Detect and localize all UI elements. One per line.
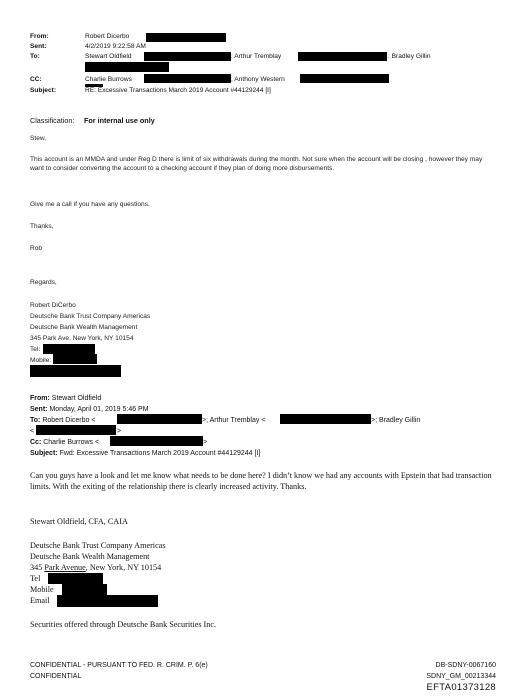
footer-right-line1: DB-SDNY-0067160	[435, 662, 496, 669]
email2-to-lt: <	[30, 428, 35, 435]
email1-to-label: To:	[30, 53, 40, 60]
email2-sig-email: Email	[30, 596, 50, 605]
footer-right-line3: EFTA01373128	[426, 682, 496, 693]
redaction-box	[110, 436, 203, 446]
email1-regards: Regards,	[30, 279, 57, 286]
redaction-box	[43, 344, 95, 354]
email1-name-short: Rob	[30, 245, 43, 252]
email1-sent-value: 4/2/2019 9:22:58 AM	[85, 43, 146, 50]
email2-sig-mobile: Mobile	[30, 585, 54, 594]
email2-sent: Sent: Monday, April 01, 2019 5:46 PM	[30, 406, 149, 413]
email1-to-value-1: Stewart Oldfield	[85, 53, 132, 60]
redaction-box	[48, 573, 103, 584]
email2-cc: Cc: Charlie Burrows <	[30, 439, 100, 446]
email1-sent-label: Sent:	[30, 43, 47, 50]
redaction-box	[57, 595, 158, 607]
footer-left-line1: CONFIDENTIAL - PURSUANT TO FED. R. CRIM. P. 6(e)	[30, 662, 208, 669]
email1-sig-line2: Deutsche Bank Wealth Management	[30, 324, 138, 331]
email1-from-value: Robert Dicerbo	[85, 33, 130, 40]
email2-sig-tel: Tel	[30, 574, 41, 583]
footer-left-line2: CONFIDENTIAL	[30, 673, 82, 680]
email2-sig-name: Stewart Oldfield, CFA, CAIA	[30, 517, 128, 526]
email2-sig-line1: Deutsche Bank Trust Company Americas	[30, 541, 166, 550]
email2-sig-line3: 345 Park Avenue, New York, NY 10154	[30, 563, 162, 572]
classification-value: For internal use only	[84, 116, 155, 125]
email2-from: From: Stewart Oldfield	[30, 395, 102, 402]
redaction-box	[146, 33, 226, 42]
footer-right-line2: SDNY_GM_00213344	[426, 673, 496, 680]
redaction-box	[144, 52, 231, 61]
email1-sig-line1: Deutsche Bank Trust Company Americas	[30, 313, 151, 320]
email2-to-mid: >; Arthur Tremblay <	[202, 417, 266, 424]
redaction-box	[298, 52, 387, 61]
email1-to-value-2: ; Arthur Tremblay	[231, 53, 282, 60]
email1-cc-label: CC:	[30, 76, 42, 83]
email1-sig-line3: 345 Park Ave. New York, NY 10154	[30, 335, 134, 342]
email1-sig-name: Robert DiCerbo	[30, 302, 76, 309]
email2-paragraph: Can you guys have a look and let me know what needs to be done here? I didn’t know we had any accounts with Epstein that had transaction limits. With the exiting of the relationship there is clearly increased activity. Thanks.	[30, 471, 492, 491]
email1-cc-value-1: Charlie Burrows	[85, 76, 132, 83]
email1-thanks: Thanks,	[30, 223, 54, 230]
email1-sig-tel: Tel:	[30, 346, 41, 353]
email1-sig-mobile: Mobile:	[30, 357, 52, 364]
email1-from-label: From:	[30, 33, 49, 40]
redaction-box	[280, 414, 371, 424]
redaction-box	[53, 354, 97, 364]
email2-securities: Securities offered through Deutsche Bank Securities Inc.	[30, 620, 217, 629]
redaction-box	[144, 74, 231, 83]
classification-label: Classification:	[30, 116, 75, 125]
redaction-box	[30, 365, 121, 377]
email2-cc-gt: >	[203, 439, 208, 446]
email1-greeting: Stew,	[30, 135, 47, 142]
redaction-box	[85, 62, 169, 72]
email2-to-end: >; Bradley Gillin	[371, 417, 421, 424]
email2-to-gt: >	[117, 428, 122, 435]
email2-subject: Subject: Fwd: Excessive Transactions March 2019 Account #44129244 [I]	[30, 450, 261, 457]
email2-sig-line2: Deutsche Bank Wealth Management	[30, 552, 150, 561]
email1-subject-value: RE: Excessive Transactions March 2019 Account #44129244 [I]	[85, 87, 271, 94]
email1-paragraph: This account is an MMDA and under Reg D there is limit of six withdrawals during the month. Not sure when the account will be closing , however they may want to consider converting the account to a checking account if they plan of doing more disbursements.	[30, 156, 483, 172]
email1-subject-label: Subject:	[30, 87, 57, 94]
email1-cc-value-2: ; Anthony Western	[231, 76, 285, 83]
redaction-box	[62, 584, 107, 595]
redaction-box	[117, 414, 202, 424]
redaction-box	[36, 425, 116, 435]
email1-to-value-3: ; Bradley Gillin	[388, 53, 431, 60]
redaction-box	[300, 74, 389, 83]
email2-to-start: To: Robert Dicerbo <	[30, 417, 96, 424]
email1-call-line: Give me a call if you have any questions.	[30, 201, 150, 208]
